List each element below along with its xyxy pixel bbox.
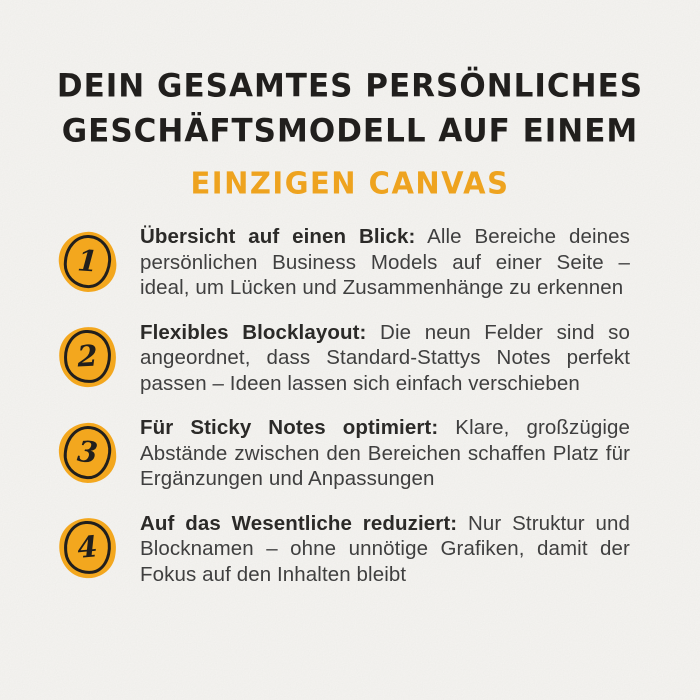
number-3-badge <box>58 422 118 485</box>
title-line-1: DEIN GESAMTES PERSÖNLICHES <box>56 67 644 105</box>
feature-lead: Auf das Wesentliche reduziert: <box>140 511 458 535</box>
number-4-badge <box>58 517 118 580</box>
feature-number: 3 <box>75 433 100 470</box>
feature-number: 4 <box>75 528 99 565</box>
feature-paragraph <box>140 415 630 492</box>
title-line-2: GESCHÄFTSMODELL AUF EINEM <box>61 112 639 150</box>
badge-column <box>58 326 140 389</box>
feature-number: 2 <box>76 338 99 374</box>
feature-paragraph <box>140 320 630 397</box>
feature-item-2 <box>58 320 630 397</box>
number-1-badge <box>58 231 118 294</box>
badge-column <box>58 517 140 580</box>
feature-paragraph <box>140 224 630 301</box>
feature-list <box>58 224 630 587</box>
feature-body: Die neun Felder sind so angeordnet, dass Standard-Stattys Notes perfekt passen – Ideen lassen sich einfach verschieben <box>140 320 631 395</box>
badge-column <box>58 422 140 485</box>
feature-number: 1 <box>76 242 99 278</box>
subtitle: EINZIGEN CANVAS <box>190 165 510 201</box>
feature-item-3 <box>58 415 630 492</box>
feature-item-4 <box>58 511 630 588</box>
badge-column <box>58 231 140 294</box>
feature-paragraph <box>140 511 630 588</box>
feature-body: Klare, großzügige Abstände zwischen den Bereichen schaffen Platz für Ergänzungen und Anpassungen <box>140 416 631 490</box>
feature-lead: Flexibles Blocklayout: <box>140 320 367 344</box>
number-2-badge <box>58 326 118 389</box>
feature-body: Nur Struktur und Blocknamen – ohne unnötige Grafiken, damit der Fokus auf den Inhalten bleibt <box>140 511 631 586</box>
feature-body: Alle Bereiche deines persönlichen Business Models auf einer Seite – ideal, um Lücken und Zusammenhänge zu erkennen <box>140 225 630 299</box>
feature-lead: Übersicht auf einen Blick: <box>140 225 416 248</box>
header <box>0 0 700 203</box>
feature-item-1 <box>58 224 630 301</box>
feature-lead: Für Sticky Notes optimiert: <box>140 416 439 439</box>
